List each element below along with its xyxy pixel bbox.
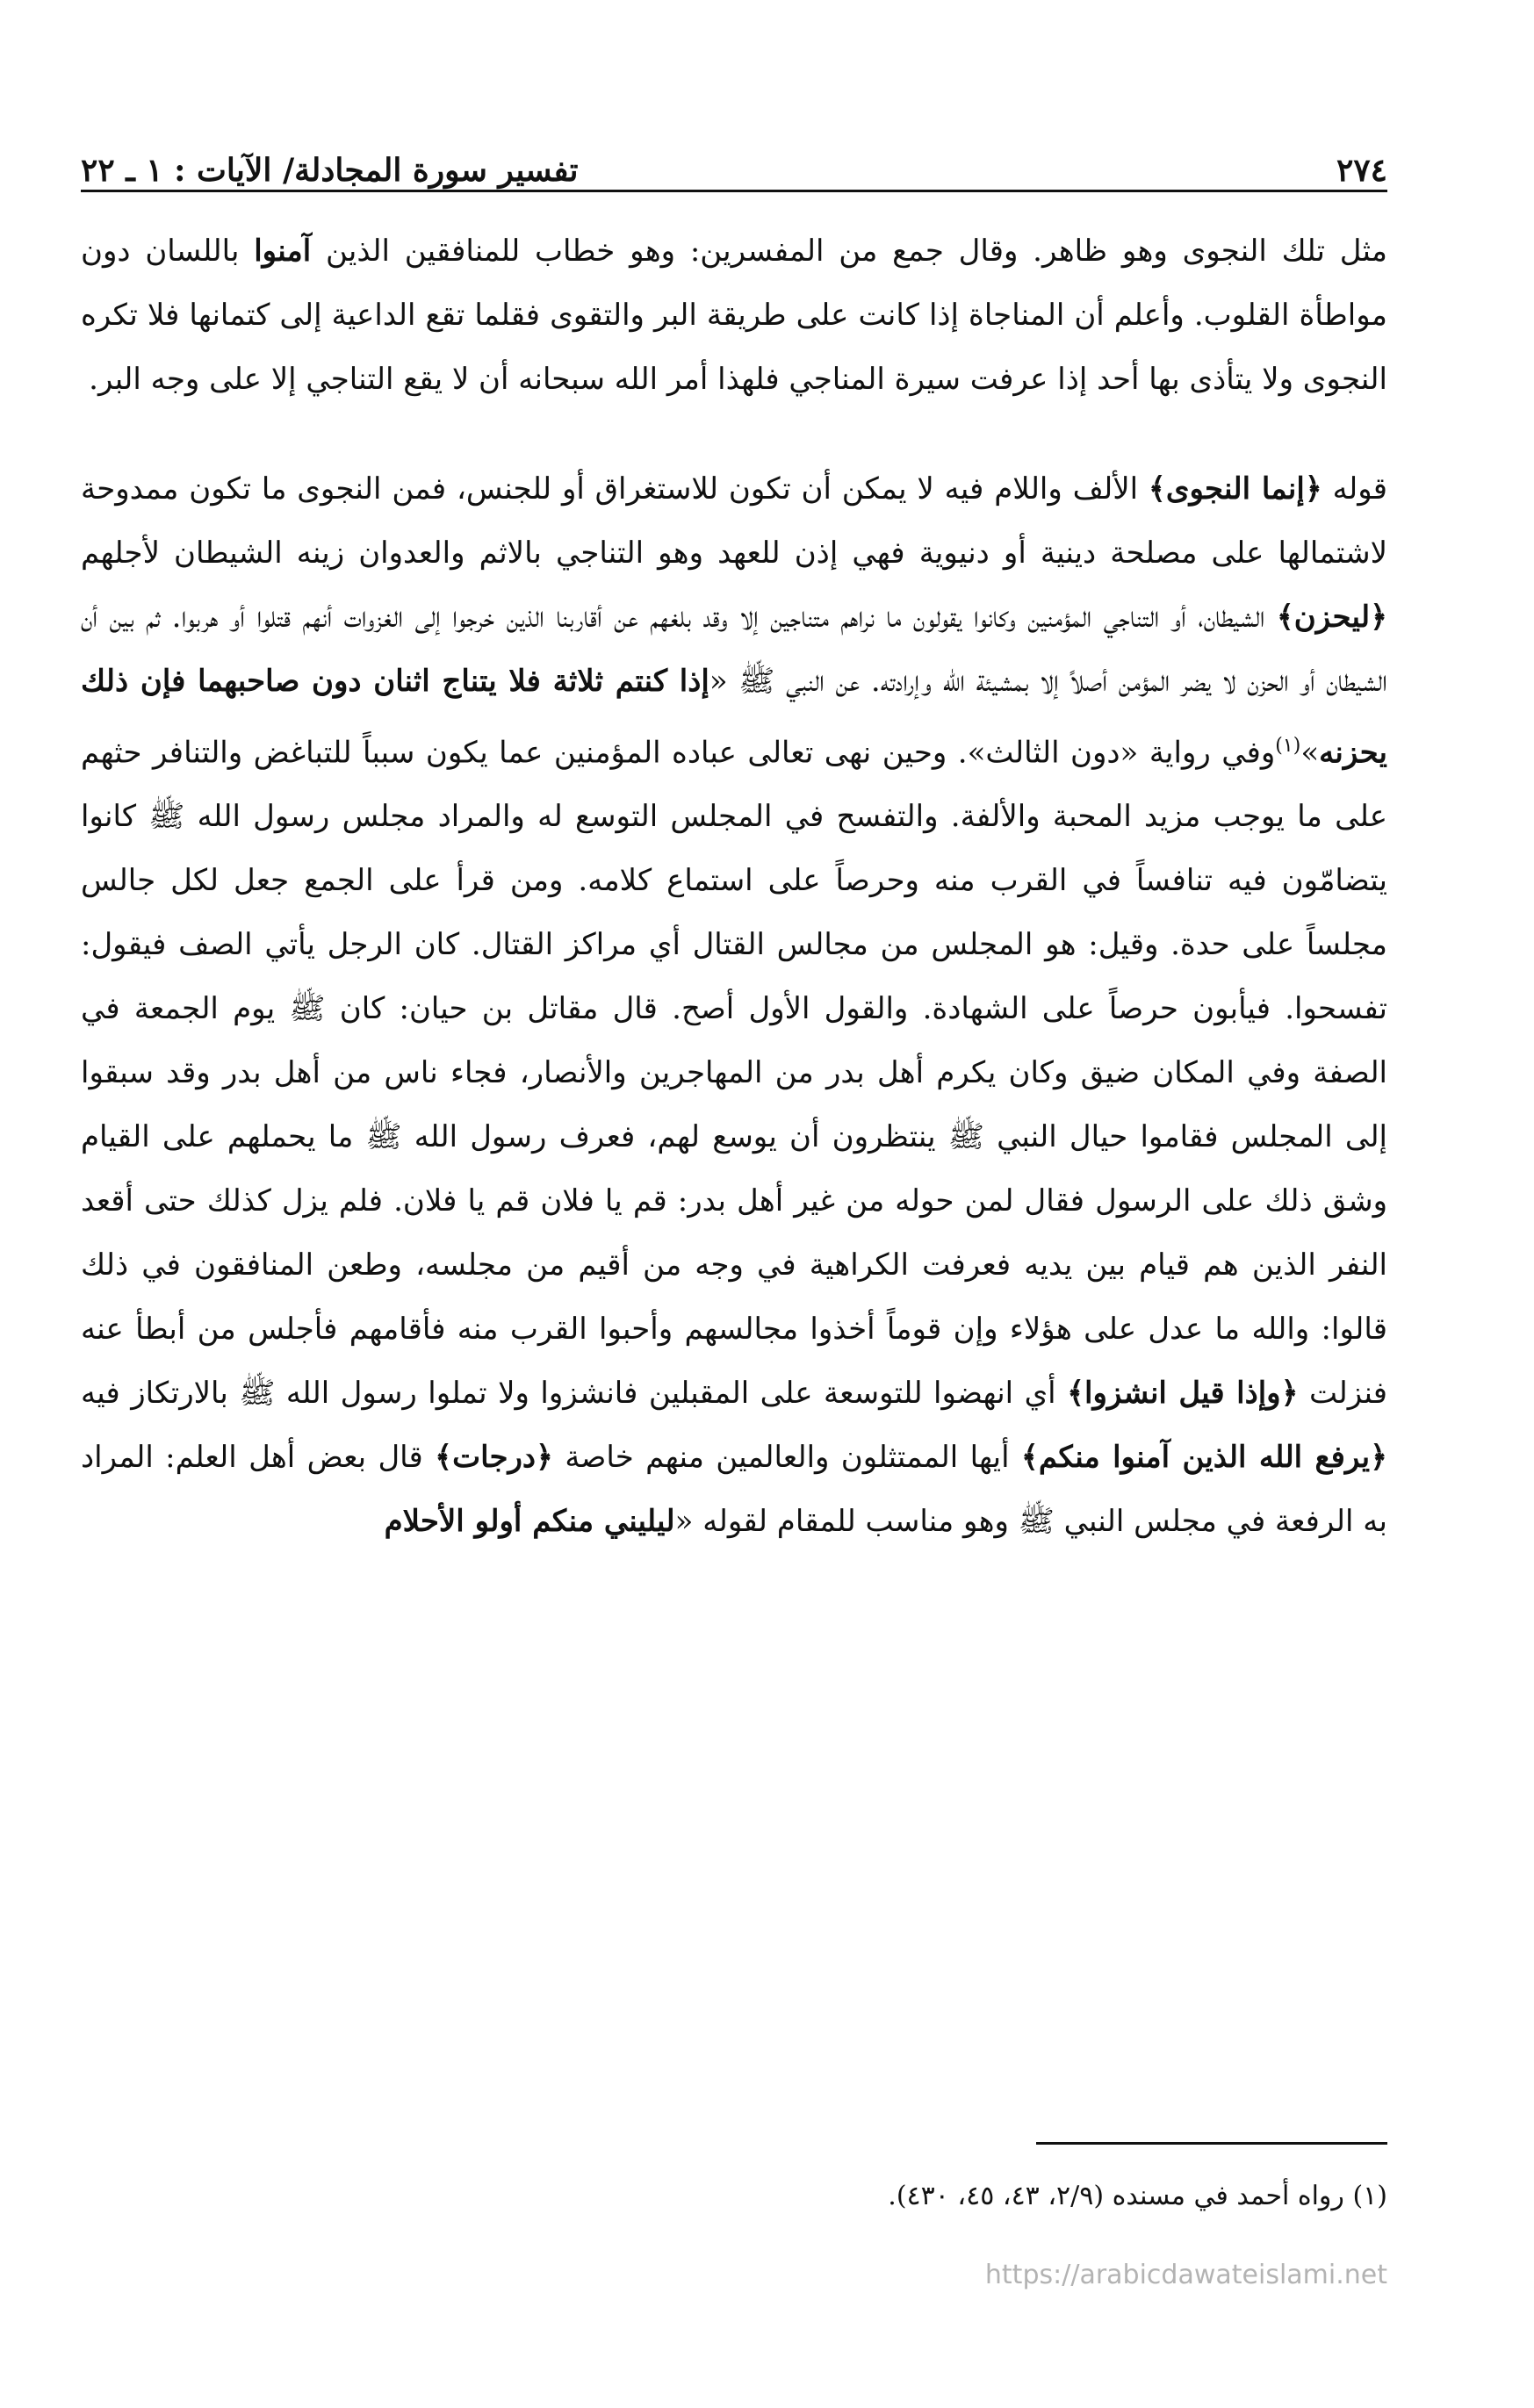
paragraph [81, 457, 1387, 1554]
text-segment: قوله [1322, 471, 1388, 507]
watermark-url: https://arabicdawateislami.net [984, 2260, 1387, 2290]
text-segment: وفي رواية «دون الثالث». وحين نهى تعالى عباده المؤمنين عما يكون سبباً للتباغض والتنافر حثهم على ما يوجب مزيد المحبة والألفة. والتفسح في المجلس التوسع له والمراد مجلس رسول الله ﷺ كانوا يتضامّون فيه تنافساً في القرب منه وحرصاً على استماع كلامه. ومن قرأ على الجمع جعل لكل جالس مجلساً على حدة. وقيل: هو المجلس من مجالس القتال أي مراكز القتال. كان الرجل يأتي الصف فيقول: تفسحوا. فيأبون حرصاً على الشهادة. والقول الأول أصح. قال مقاتل بن حيان: كان ﷺ يوم الجمعة في الصفة وفي المكان ضيق وكان يكرم أهل بدر من المهاجرين والأنصار، فجاء ناس من أهل بدر وقد سبقوا إلى المجلس فقاموا حيال النبي ﷺ ينتظرون أن يوسع لهم، فعرف رسول الله ﷺ ما يحملهم على القيام وشق ذلك على الرسول فقال لمن حوله من غير أهل بدر: قم يا فلان قم يا فلان. فلم يزل كذلك حتى أقعد النفر الذين هم قيام بين يديه فعرفت الكراهية في وجه من أقيم من مجلسه، وطعن المنافقون في ذلك قالوا: والله ما عدل على هؤلاء وإن قوماً أخذوا مجالسهم وأحبوا القرب منه فأقامهم فأجلس من أبطأ عنه فنزلت [81, 735, 1387, 1412]
footnote-rule [1036, 2142, 1387, 2145]
body-text [81, 219, 1387, 1554]
running-header [81, 132, 1387, 189]
emphasized-text: ﴿وإذا قيل انشزوا﴾ [1067, 1376, 1299, 1412]
emphasized-text: إذا كنتم ثلاثة فلا يتناج اثنان دون صاحبهما فإن ذلك يحزنه [81, 664, 1387, 771]
text-segment: باللسان دون مواطأة القلوب. وأعلم أن المناجاة إذا كانت على طريقة البر والتقوى فقلما تقع الداعية إلى كتمانها فلا تكره النجوى ولا يتأذى بها أحد إذا عرفت سيرة المناجي فلهذا أمر الله سبحانه أن لا يقع التناجي إلا على وجه البر. [81, 234, 1387, 397]
text-segment: الألف واللام فيه لا يمكن أن تكون للاستغراق أو للجنس، فمن النجوى ما تكون ممدوحة لاشتمالها على مصلحة دينية أو دنيوية فهي إذن للعهد وهو التناجي بالاثم والعدوان زينه الشيطان لأجلهم [81, 471, 1388, 571]
emphasized-text: ﴿يرفع الله الذين آمنوا منكم﴾ [1020, 1440, 1388, 1476]
text-segment: » [1300, 735, 1320, 771]
paragraph [81, 219, 1387, 412]
text-segment: الشيطان، أو التناجي المؤمنين وكانوا يقولون ما نراهم متناجين إلا وقد بلغهم عن أقاربنا الذين خرجوا إلى الغزوات أنهم قتلوا أو هربوا. ثم بين أن الشيطان أو الحزن لا يضر المؤمن أصلاً إلا بمشيئة الله وإرادته. عن النبي ﷺ « [81, 600, 1387, 699]
emphasized-text: ليليني منكم أولو الأحلام [384, 1504, 675, 1540]
header-title: تفسير سورة المجادلة/ الآيات : ١ ـ ٢٢ [81, 152, 579, 189]
emphasized-text: ﴿إنما النجوى﴾ [1148, 471, 1322, 507]
emphasized-text: ﴿ليحزن﴾ [1276, 600, 1387, 635]
footnote-ref: (١) [1275, 735, 1301, 757]
text-segment: قال بعض أهل العلم: المراد به الرفعة في مجلس النبي ﷺ وهو مناسب للمقام لقوله « [81, 1440, 1387, 1540]
emphasized-text: ﴿درجات﴾ [435, 1440, 553, 1476]
text-segment: مثل تلك النجوى وهو ظاهر. وقال جمع من المفسرين: وهو خطاب للمنافقين الذين [311, 234, 1387, 269]
text-segment: أي انهضوا للتوسعة على المقبلين فانشزوا ولا تملوا رسول الله ﷺ بالارتكاز فيه [81, 1376, 1068, 1412]
footnote: (١) رواه أحمد في مسنده (٢/٩، ٤٣، ٤٥، ٤٣٠). [888, 2181, 1387, 2211]
text-segment: أيها الممتثلون والعالمين منهم خاصة [552, 1440, 1021, 1476]
emphasized-text: آمنوا [254, 234, 312, 269]
header-rule [81, 190, 1387, 192]
page-number: ٢٧٤ [1336, 152, 1387, 189]
